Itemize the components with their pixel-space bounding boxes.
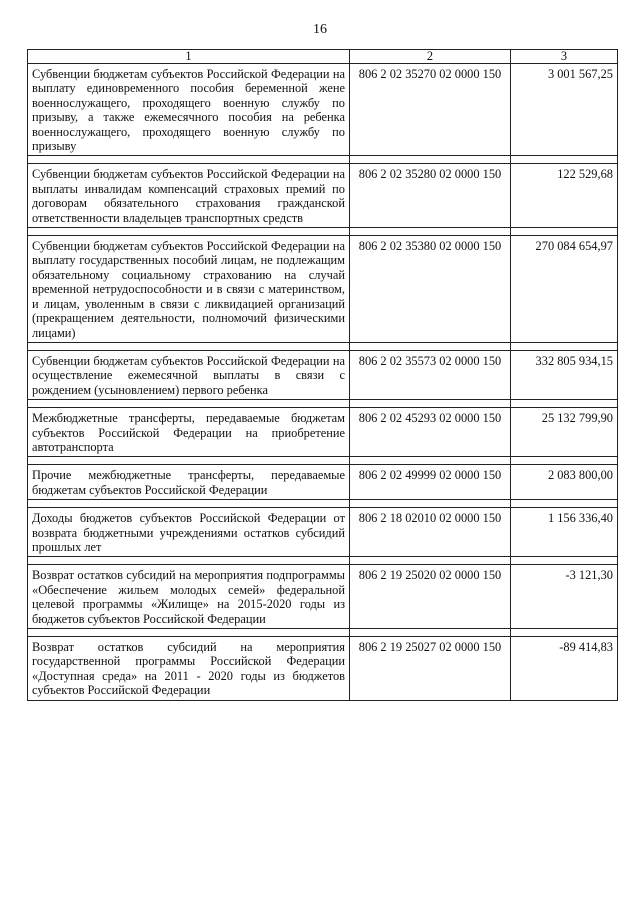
row-gap xyxy=(28,156,618,164)
row-gap xyxy=(28,557,618,565)
row-gap xyxy=(28,500,618,508)
row-name: Межбюджетные трансферты, передаваемые бюджетам субъектов Российской Федерации на приобретение автотранспорта xyxy=(28,408,350,457)
table-row xyxy=(28,236,618,343)
row-amount: 122 529,68 xyxy=(511,164,618,228)
row-name: Субвенции бюджетам субъектов Российской Федерации на осуществление ежемесячной выплаты в связи с рождением (усыновлением) первого ребенка xyxy=(28,350,350,399)
row-gap xyxy=(28,457,618,465)
row-code: 806 2 19 25027 02 0000 150 xyxy=(350,637,511,701)
table-row xyxy=(28,164,618,228)
budget-revenue-table xyxy=(27,49,618,701)
row-amount: -89 414,83 xyxy=(511,637,618,701)
row-gap xyxy=(28,228,618,236)
column-header-2: 2 xyxy=(350,50,511,64)
row-gap xyxy=(28,342,618,350)
row-name: Субвенции бюджетам субъектов Российской Федерации на выплату единовременного пособия беременной жене военнослужащего, проходящего военную службу по призыву, а также ежемесячного пособия на ребенка военнослужащего, проходящего военную службу по призыву xyxy=(28,64,350,156)
table-row xyxy=(28,508,618,557)
row-code: 806 2 19 25020 02 0000 150 xyxy=(350,565,511,629)
row-name: Возврат остатков субсидий на мероприятия подпрограммы «Обеспечение жильем молодых семей» федеральной целевой программы «Жилище» на 2015-2020 годы из бюджетов субъектов Российской Федерации xyxy=(28,565,350,629)
row-name: Прочие межбюджетные трансферты, передаваемые бюджетам субъектов Российской Федерации xyxy=(28,465,350,500)
row-gap xyxy=(28,629,618,637)
row-gap xyxy=(28,400,618,408)
row-amount: -3 121,30 xyxy=(511,565,618,629)
table-row xyxy=(28,350,618,399)
header-row xyxy=(28,50,618,64)
row-code: 806 2 18 02010 02 0000 150 xyxy=(350,508,511,557)
row-name: Возврат остатков субсидий на мероприятия государственной программы Российской Федерации «Доступная среда» на 2011 - 2020 годы из бюджетов субъектов Российской Федерации xyxy=(28,637,350,701)
row-name: Субвенции бюджетам субъектов Российской Федерации на выплаты инвалидам компенсаций страховых премий по договорам обязательного страхования гражданской ответственности владельцев транспортных средств xyxy=(28,164,350,228)
row-code: 806 2 02 49999 02 0000 150 xyxy=(350,465,511,500)
row-amount: 2 083 800,00 xyxy=(511,465,618,500)
row-code: 806 2 02 35573 02 0000 150 xyxy=(350,350,511,399)
table-row xyxy=(28,565,618,629)
table-row xyxy=(28,465,618,500)
row-code: 806 2 02 45293 02 0000 150 xyxy=(350,408,511,457)
row-amount: 25 132 799,90 xyxy=(511,408,618,457)
row-name: Доходы бюджетов субъектов Российской Федерации от возврата бюджетными учреждениями остатков субсидий прошлых лет xyxy=(28,508,350,557)
page-number: 16 xyxy=(313,22,327,37)
table-row xyxy=(28,408,618,457)
table-row xyxy=(28,64,618,156)
row-amount: 1 156 336,40 xyxy=(511,508,618,557)
row-code: 806 2 02 35270 02 0000 150 xyxy=(350,64,511,156)
row-code: 806 2 02 35280 02 0000 150 xyxy=(350,164,511,228)
table-body xyxy=(28,64,618,701)
column-header-3: 3 xyxy=(511,50,618,64)
row-code: 806 2 02 35380 02 0000 150 xyxy=(350,236,511,343)
table-row xyxy=(28,637,618,701)
row-amount: 270 084 654,97 xyxy=(511,236,618,343)
row-amount: 3 001 567,25 xyxy=(511,64,618,156)
row-name: Субвенции бюджетам субъектов Российской Федерации на выплату государственных пособий лицам, не подлежащим обязательному социальному страхованию на случай временной нетрудоспособности и в связи с материнством, и лицам, уволенным в связи с ликвидацией организаций (прекращением деятельности, полномочий физическими лицами) xyxy=(28,236,350,343)
row-amount: 332 805 934,15 xyxy=(511,350,618,399)
column-header-1: 1 xyxy=(28,50,350,64)
table-header xyxy=(28,50,618,64)
